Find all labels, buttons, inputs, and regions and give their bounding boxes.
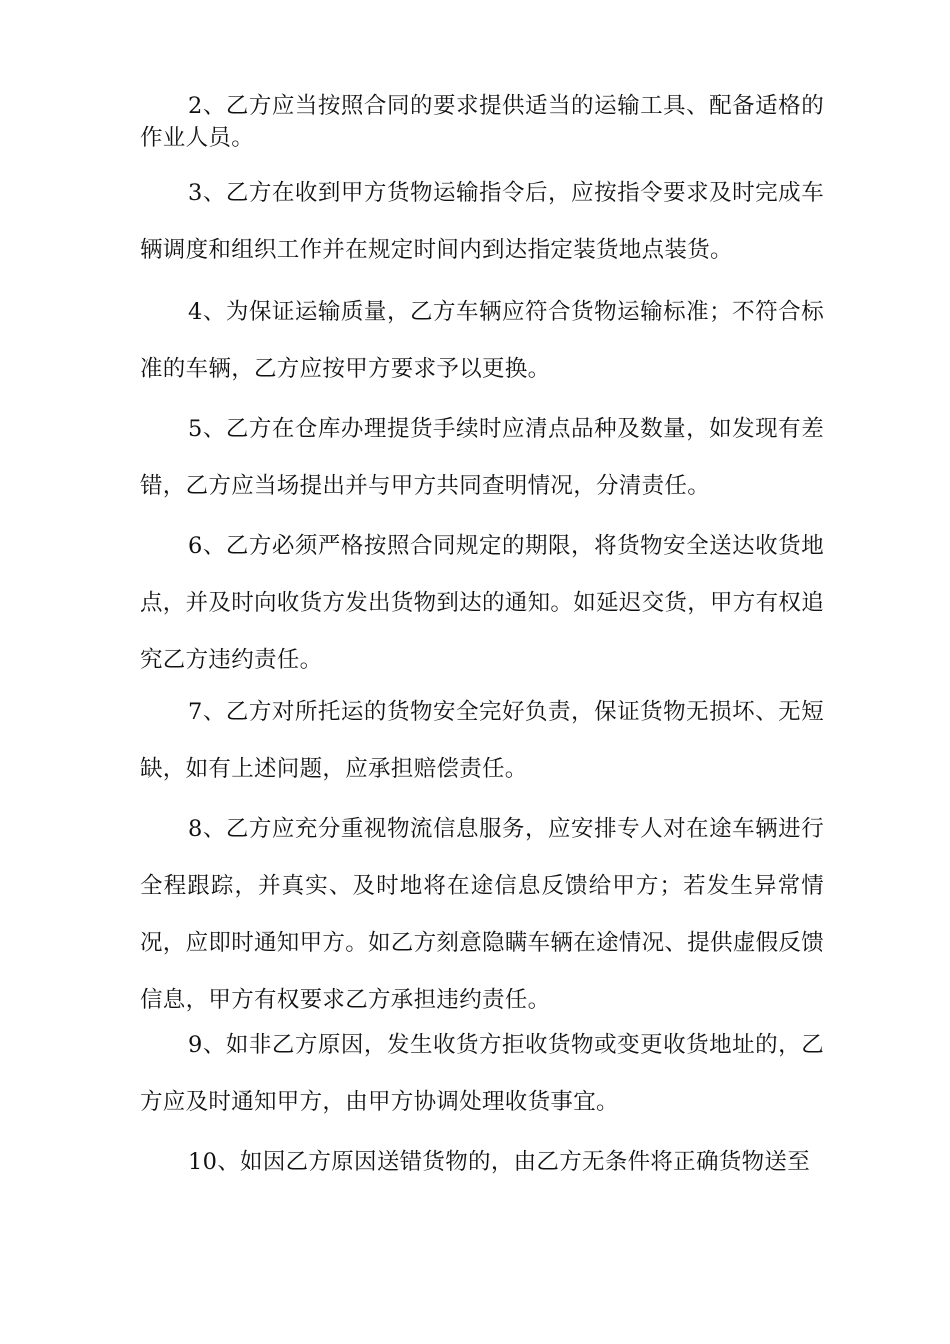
clause-8: 8、乙方应充分重视物流信息服务，应安排专人对在途车辆进行全程跟踪，并真实、及时地将在途信息反馈给甲方；若发生异常情况，应即时通知甲方。如乙方刻意隐瞒车辆在途情况、提供虚假反馈信息，甲方有权要求乙方承担违约责任。 bbox=[140, 816, 825, 1013]
clause-9: 9、如非乙方原因，发生收货方拒收货物或变更收货地址的，乙方应及时通知甲方，由甲方协调处理收货事宜。 bbox=[140, 1032, 824, 1115]
clause-10: 10、如因乙方原因送错货物的，由乙方无条件将正确货物送至 bbox=[188, 1149, 811, 1175]
clause-5: 5、乙方在仓库办理提货手续时应清点品种及数量，如发现有差错，乙方应当场提出并与甲方共同查明情况，分清责任。 bbox=[140, 416, 824, 499]
clause-6: 6、乙方必须严格按照合同规定的期限，将货物安全送达收货地点，并及时向收货方发出货物到达的通知。如延迟交货，甲方有权追究乙方违约责任。 bbox=[140, 533, 825, 673]
clause-7: 7、乙方对所托运的货物安全完好负责，保证货物无损坏、无短缺，如有上述问题，应承担赔偿责任。 bbox=[140, 699, 824, 782]
clause-4: 4、为保证运输质量，乙方车辆应符合货物运输标准；不符合标准的车辆，乙方应按甲方要求予以更换。 bbox=[140, 299, 824, 382]
clause-2: 2、乙方应当按照合同的要求提供适当的运输工具、配备适格的作业人员。 bbox=[140, 93, 824, 151]
clause-3: 3、乙方在收到甲方货物运输指令后，应按指令要求及时完成车辆调度和组织工作并在规定时间内到达指定装货地点装货。 bbox=[140, 180, 824, 263]
